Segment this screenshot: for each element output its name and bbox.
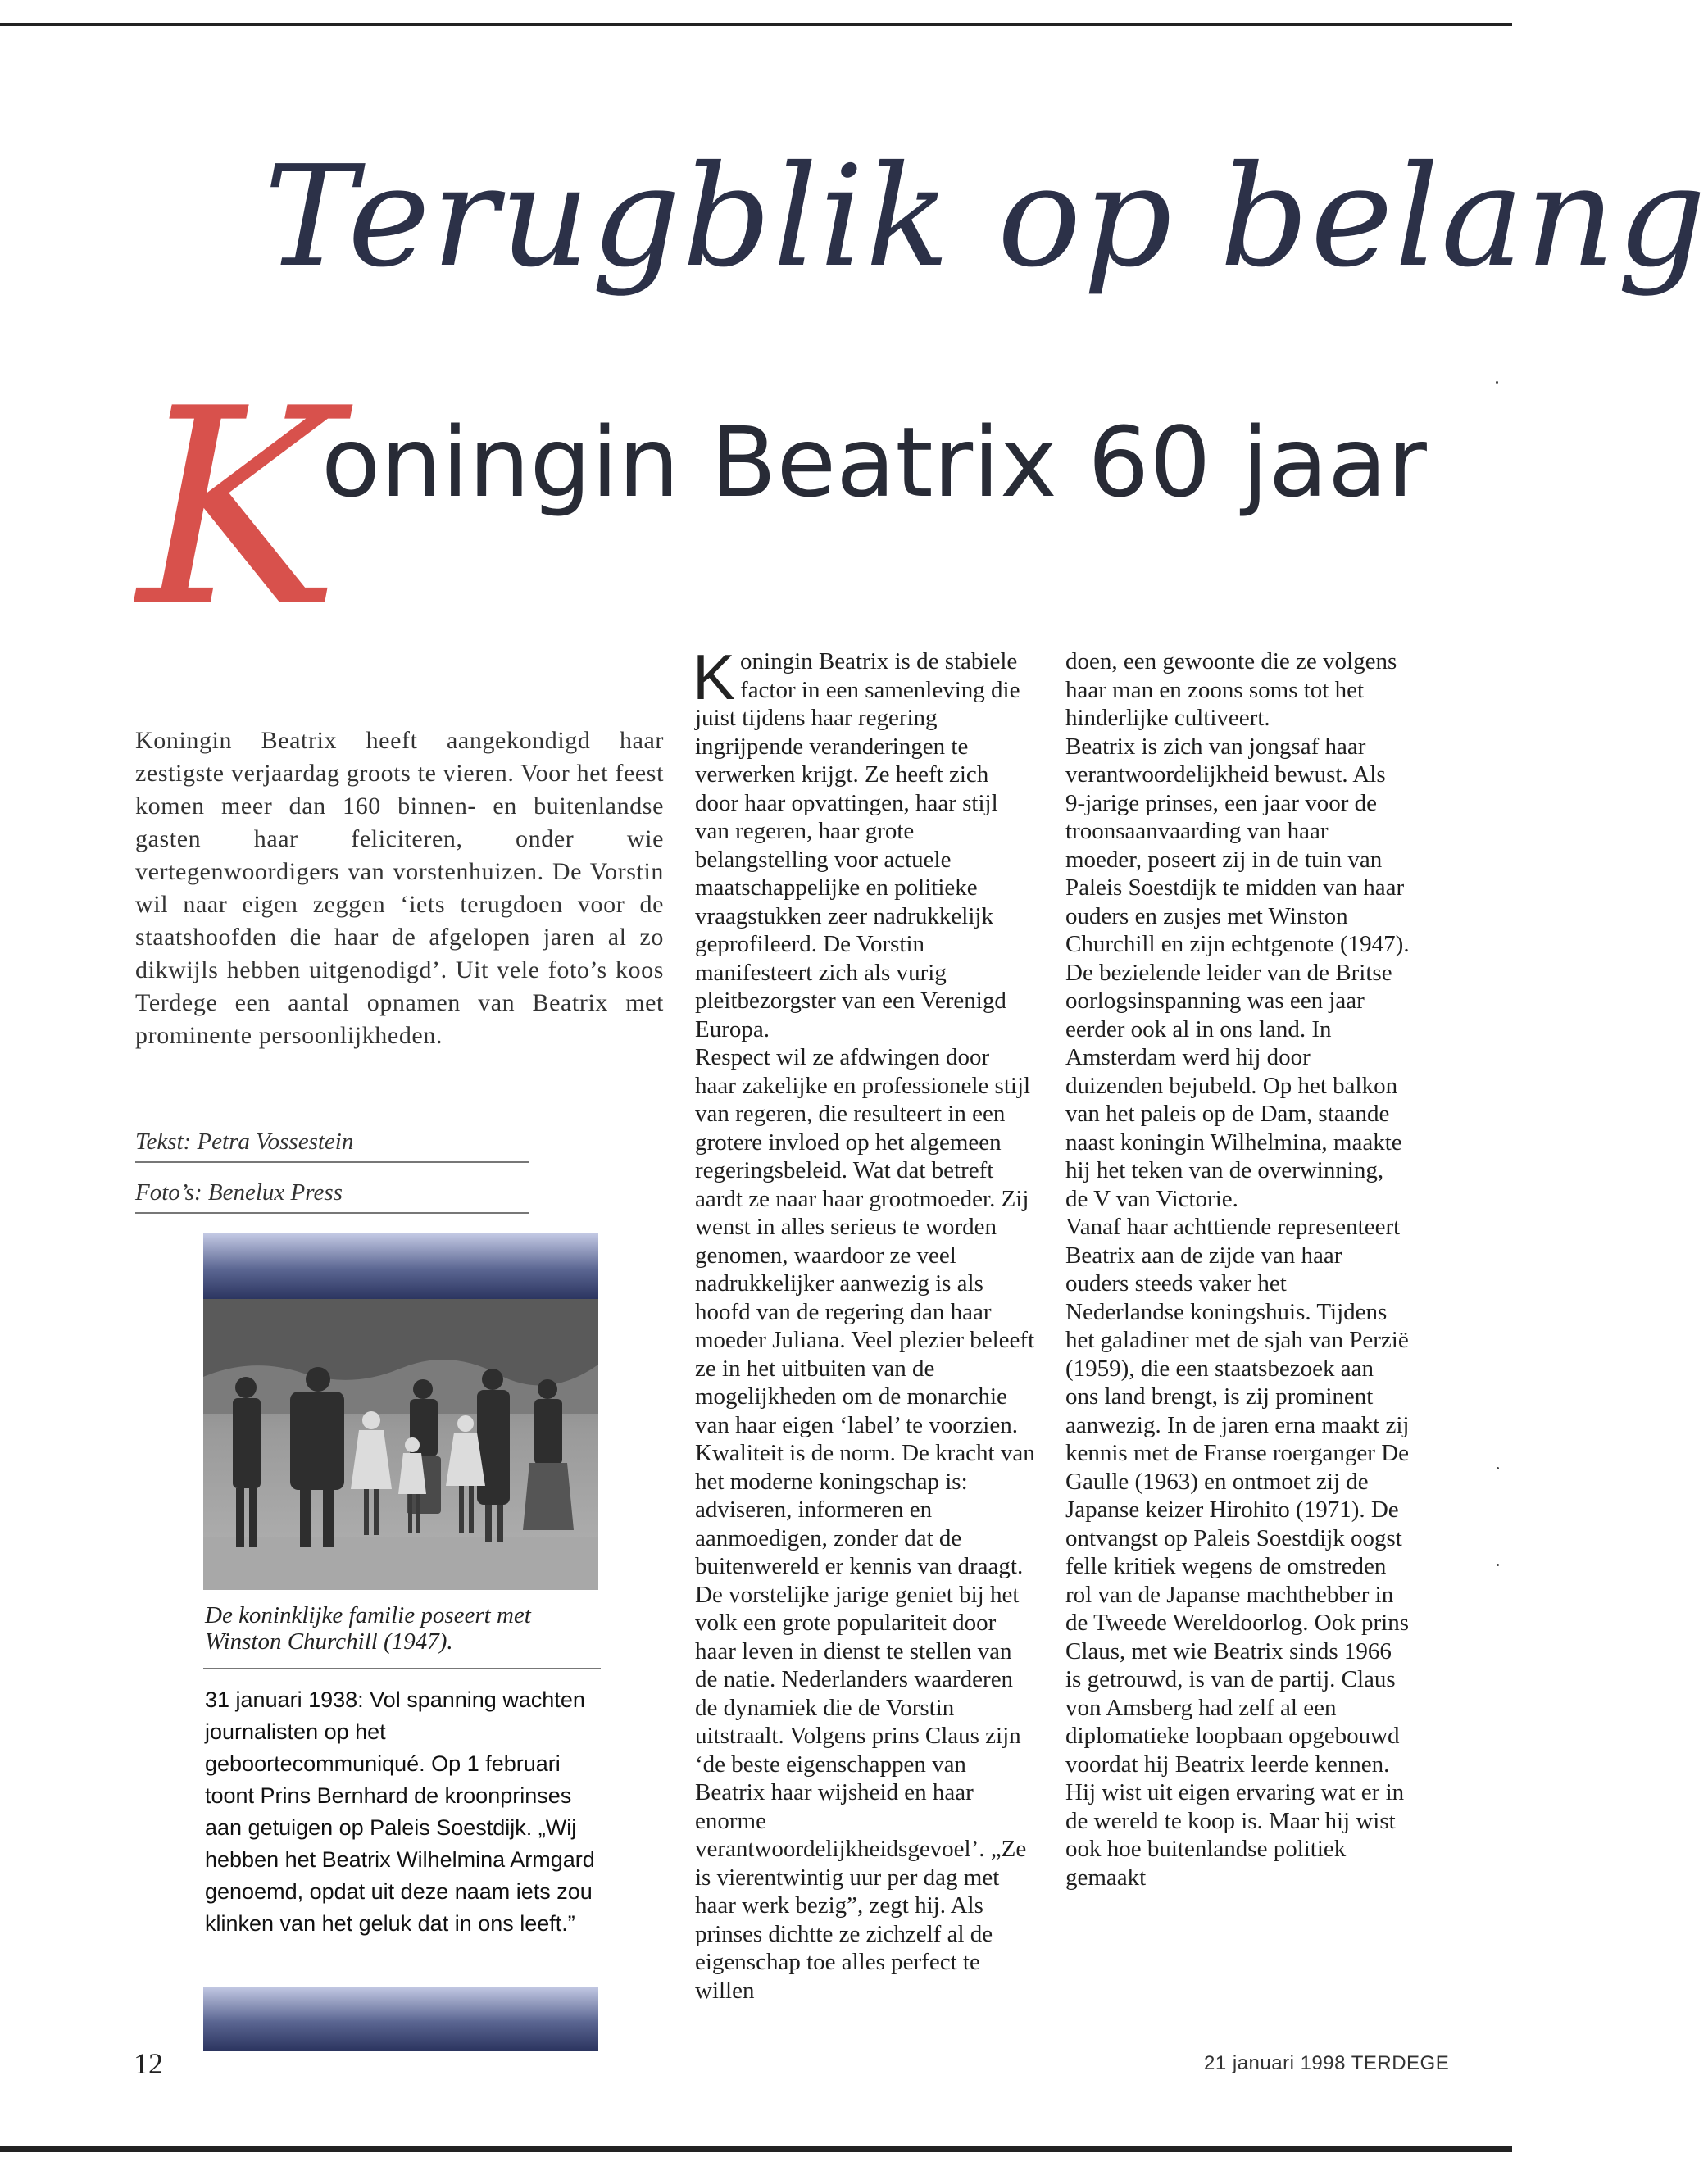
page-title: oningin Beatrix 60 jaar [321, 406, 1427, 519]
article-paragraph: De vorstelijke jarige geniet bij het volk een grote populariteit door haar leven in dienst te stellen van de natie. Nederlanders waarderen de dynamiek die de Vorstin uitstraalt. Volgens prins Claus zijn ‘de beste eigenschappen van Beatrix haar wijsheid en haar enorme verantwoordelijkheidsgevoel’. „Ze is vierentwintig uur per dag met haar werk bezig”, zegt hij. Als prinses dichtte ze zichzelf al de eigenschap toe alles perfect te willen [695, 1581, 1027, 2004]
photo-credit: Foto’s: Benelux Press [135, 1179, 343, 1206]
family-photo [203, 1299, 598, 1590]
title-initial: K [138, 351, 340, 665]
intro-paragraph: Koningin Beatrix heeft aangekondigd haar zestigste verjaardag groots te vieren. Voor het feest komen meer dan 160 binnen- en buitenlandse gasten haar feliciteren, onder wie vertegenwoordigers van vorstenhuizen. De Vorstin wil naar eigen zeggen ‘iets terugdoen voor de staatshoofden die haar de afgelopen jaren al zo dikwijls hebben uitgenodigd’. Uit vele foto’s koos Terdege een aantal opnamen van Beatrix met prominente persoonlijkheden. [135, 727, 664, 1049]
page-number: 12 [134, 2047, 163, 2080]
history-box: 31 januari 1938: Vol spanning wachten journalisten op het geboortecommuniqué. Op 1 februari toont Prins Bernhard de kroonprinses aan getuigen op Paleis Soestdijk. „Wij hebben het Beatrix Wilhelmina Armgard genoemd, opdat uit deze naam iets zou klinken van het geluk dat in ons leeft.” [205, 1687, 595, 1936]
section-title: Terugblik op belang [264, 136, 1708, 298]
article-paragraph: Respect wil ze afdwingen door haar zakelijke en professionele stijl van regeren, die resulteert in een grotere invloed op het algemeen regeringsbeleid. Wat dat betreft aardt ze naar haar grootmoeder. Zij wenst in alles serieus te worden genomen, waardoor ze veel nadrukkelijker aanwezig is als hoofd van de regering dan haar moeder Juliana. Veel plezier beleeft ze in het uitbuiten van de mogelijkheden om de monarchie van haar eigen ‘label’ te voorzien. Kwaliteit is de norm. De kracht van het moderne koningschap is: adviseren, informeren en aanmoedigen, zonder dat de buitenwereld er kennis van draagt. [695, 1044, 1035, 1579]
print-speck [1497, 1564, 1499, 1566]
divider [135, 1212, 529, 1214]
photo-band-top [203, 1233, 598, 1299]
article-paragraph: Beatrix is zich van jongsaf haar verantwoordelijkheid bewust. Als 9-jarige prinses, een jaar voor de troonsaanvaarding van haar moeder, poseert zij in de tuin van Paleis Soestdijk te midden van haar ouders en zusjes met Winston Churchill en zijn echtgenote (1947). De bezielende leider van de Britse oorlogsinspanning was een jaar eerder ook al in ons land. In Amsterdam werd hij door duizenden bejubeld. Op het balkon van het paleis op de Dam, staande naast koningin Wilhelmina, maakte hij het teken van de overwinning, de V van Victorie. [1065, 733, 1410, 1212]
divider [135, 1161, 529, 1163]
article-paragraph: Vanaf haar achttiende representeert Beatrix aan de zijde van haar ouders steeds vaker het Nederlandse koningshuis. Tijdens het galadiner met de sjah van Perzië (1959), die een staatsbezoek aan ons land brengt, is zij prominent aanwezig. In de jaren erna maakt zij kennis met de Franse roerganger De Gaulle (1963) en ontmoet zij de Japanse keizer Hirohito (1971). De ontvangst op Paleis Soestdijk oogst felle kritiek wegens de omstreden rol van de Japanse machthebber in de Tweede Wereldoorlog. Ook prins Claus, met wie Beatrix sinds 1966 is getrouwd, is van de partij. Claus von Amsberg had zelf al een diplomatieke loopbaan opgebouwd voordat hij Beatrix leerde kennen. Hij wist uit eigen ervaring wat er in de wereld te koop is. Maar hij wist ook hoe buitenlandse politiek gemaakt [1065, 1214, 1410, 1891]
issue-info: 21 januari 1998 TERDEGE [1204, 2052, 1450, 2074]
print-speck [1496, 381, 1498, 384]
top-rule [0, 23, 1512, 26]
drop-cap: K [693, 641, 736, 713]
article-paragraph: doen, een gewoonte die ze volgens haar man en zoons soms tot het hinderlijke cultiveert. [1065, 648, 1397, 731]
print-speck [1497, 1467, 1499, 1469]
photo-block [203, 1233, 598, 1590]
divider [203, 1668, 601, 1669]
photo-band-bottom [203, 1987, 598, 2051]
text-credit: Tekst: Petra Vossestein [135, 1129, 354, 1155]
photo-caption: De koninklijke familie poseert met Winston Churchill (1947). [205, 1602, 531, 1655]
article-column-3 [1065, 647, 1410, 1892]
article-paragraph: oningin Beatrix is de stabiele factor in een samenleving die juist tijdens haar regering ingrijpende veranderingen te verwerken krijgt. Ze heeft zich door haar opvattingen, haar stijl van regeren, haar grote belangstelling voor actuele maatschappelijke en politieke vraagstukken zeer nadrukkelijk geprofileerd. De Vorstin manifesteert zich als vurig pleitbezorgster van een Verenigd Europa. [695, 648, 1020, 1042]
bottom-rule [0, 2146, 1512, 2152]
article-column-2 [693, 641, 1035, 2005]
